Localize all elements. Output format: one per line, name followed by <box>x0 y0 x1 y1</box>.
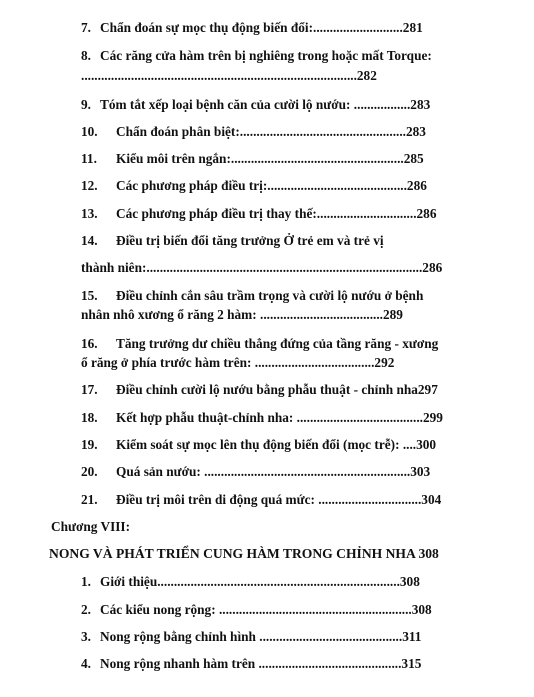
toc-entry-number: 2. <box>81 602 91 617</box>
toc-entry-text: Nong rộng bằng chỉnh hình ...........................................311 <box>100 629 422 644</box>
toc-entry-number: 16. <box>81 336 98 351</box>
toc-entry-number: 17. <box>81 382 98 397</box>
toc-entry-text: Chẩn đoán phân biệt:..................................................283 <box>116 124 426 139</box>
toc-entry-text: Điều trị biến đổi tăng trưởng Ở trẻ em và trẻ vị <box>116 233 384 248</box>
toc-entry-text: Điều chỉnh cười lộ nướu bằng phẫu thuật - chỉnh nha297 <box>116 382 438 397</box>
toc-entry-text: Kết hợp phẫu thuật-chỉnh nha: ......................................299 <box>116 410 443 425</box>
toc-entry-number: 19. <box>81 437 98 452</box>
toc-entry-text: Nong rộng nhanh hàm trên ...........................................315 <box>100 656 422 671</box>
chapter-label: Chương VIII: <box>51 519 131 534</box>
toc-entry-number: 9. <box>81 97 91 112</box>
toc-entry-number: 7. <box>81 20 91 35</box>
toc-entry-number: 4. <box>81 656 91 671</box>
toc-entry-number: 21. <box>81 492 98 507</box>
toc-entry-number: 10. <box>81 124 98 139</box>
toc-entry-number: 15. <box>81 288 98 303</box>
toc-entry-text: Tăng trưởng dư chiều thẳng đứng của tầng răng - xương <box>116 336 439 351</box>
toc-entry-text: nhân nhô xương ổ răng 2 hàm: .....................................289 <box>81 307 403 322</box>
toc-entry-text: Tóm tắt xếp loại bệnh căn của cười lộ nướu: .................283 <box>100 97 431 112</box>
toc-entry-text: Các phương pháp điều trị thay thế:..............................286 <box>116 206 437 221</box>
chapter-title: NONG VÀ PHÁT TRIỂN CUNG HÀM TRONG CHỈNH NHA 308 <box>49 546 439 561</box>
toc-entry-text: Giới thiệu.........................................................................308 <box>100 574 420 589</box>
toc-entry-number: 14. <box>81 233 98 248</box>
toc-entry-text: thành niên:...................................................................................286 <box>81 260 443 275</box>
toc-entry-text: Quá sản nướu: ..............................................................303 <box>116 464 431 479</box>
toc-entry-number: 18. <box>81 410 98 425</box>
toc-entry-number: 20. <box>81 464 98 479</box>
toc-entry-text: Các kiểu nong rộng: ..........................................................308 <box>100 602 432 617</box>
toc-entry-text: Kiểu môi trên ngắn:....................................................285 <box>116 151 424 166</box>
toc-entry-text: Các răng cửa hàm trên bị nghiêng trong hoặc mất Torque: <box>100 48 432 63</box>
toc-entry-number: 11. <box>81 151 97 166</box>
toc-entry-text: ...................................................................................282 <box>81 68 377 83</box>
toc-entry-text: Điều chỉnh cắn sâu trầm trọng và cười lộ nướu ở bệnh <box>116 288 424 303</box>
toc-entry-number: 3. <box>81 629 91 644</box>
toc-entry-number: 8. <box>81 48 91 63</box>
toc-entry-text: Điều trị môi trên di động quá mức: ...............................304 <box>116 492 442 507</box>
toc-entry-text: ổ răng ở phía trước hàm trên: ....................................292 <box>81 355 395 370</box>
toc-entry-number: 1. <box>81 574 91 589</box>
toc-entry-number: 12. <box>81 178 98 193</box>
toc-entry-text: Chẩn đoán sự mọc thụ động biến đổi:...........................281 <box>100 20 423 35</box>
toc-entry-text: Các phương pháp điều trị:..........................................286 <box>116 178 427 193</box>
toc-entry-number: 13. <box>81 206 98 221</box>
toc-entry-text: Kiểm soát sự mọc lên thụ động biến đổi (mọc trễ): ....300 <box>116 437 437 452</box>
